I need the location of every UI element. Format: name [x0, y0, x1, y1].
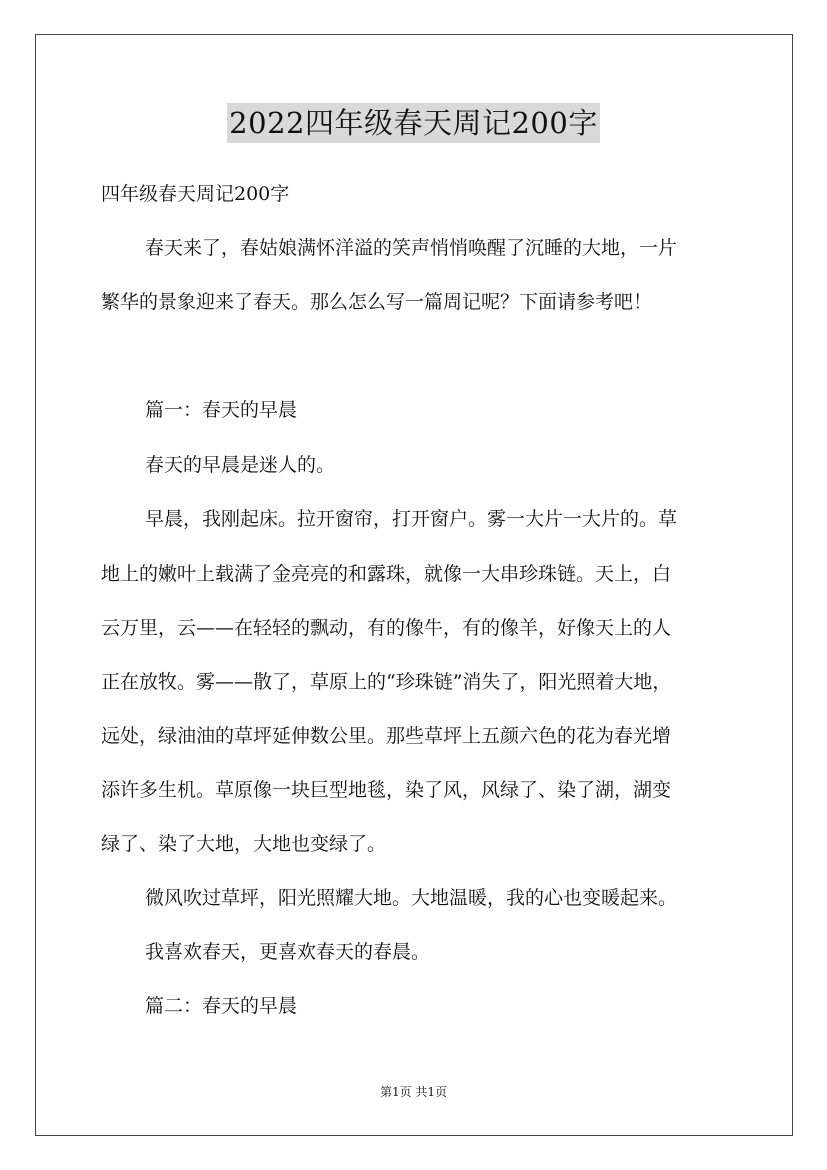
subtitle-line: 四年级春天周记200字: [101, 183, 290, 205]
paragraph-line: 早晨，我刚起床。拉开窗帘，打开窗户。雾一大片一大片的。草: [145, 508, 678, 530]
paragraph-line: 云万里，云——在轻轻的飘动，有的像牛，有的像羊，好像天上的人: [101, 617, 672, 639]
title-container: [0, 103, 827, 143]
intro-line-2: 繁华的景象迎来了春天。那么怎么写一篇周记呢？下面请参考吧！: [101, 291, 653, 313]
paragraph-line: 微风吹过草坪，阳光照耀大地。大地温暖，我的心也变暖起来。: [145, 887, 678, 909]
paragraph-line: 我喜欢春天，更喜欢春天的春晨。: [145, 941, 431, 963]
page-number-footer: 第1页 共1页: [379, 1085, 448, 1099]
paragraph-line: 地上的嫩叶上载满了金亮亮的和露珠，就像一大串珍珠链。天上，白: [101, 563, 672, 585]
paragraph-line: 春天的早晨是迷人的。: [145, 454, 336, 476]
document-title: 2022四年级春天周记200字: [227, 103, 600, 143]
paragraph-line: 远处，绿油油的草坪延伸数公里。那些草坪上五颜六色的花为春光增: [101, 725, 672, 747]
section-heading-1: 篇一：春天的早晨: [145, 399, 298, 421]
section-heading-2: 篇二：春天的早晨: [145, 995, 298, 1017]
paragraph-line: 绿了、染了大地，大地也变绿了。: [101, 833, 387, 855]
paragraph-line: 添许多生机。草原像一块巨型地毯，染了风，风绿了、染了湖，湖变: [101, 779, 672, 801]
intro-line-1: 春天来了，春姑娘满怀洋溢的笑声悄悄唤醒了沉睡的大地，一片: [145, 237, 678, 259]
paragraph-line: 正在放牧。雾——散了，草原上的“珍珠链”消失了，阳光照着大地，: [101, 671, 672, 693]
